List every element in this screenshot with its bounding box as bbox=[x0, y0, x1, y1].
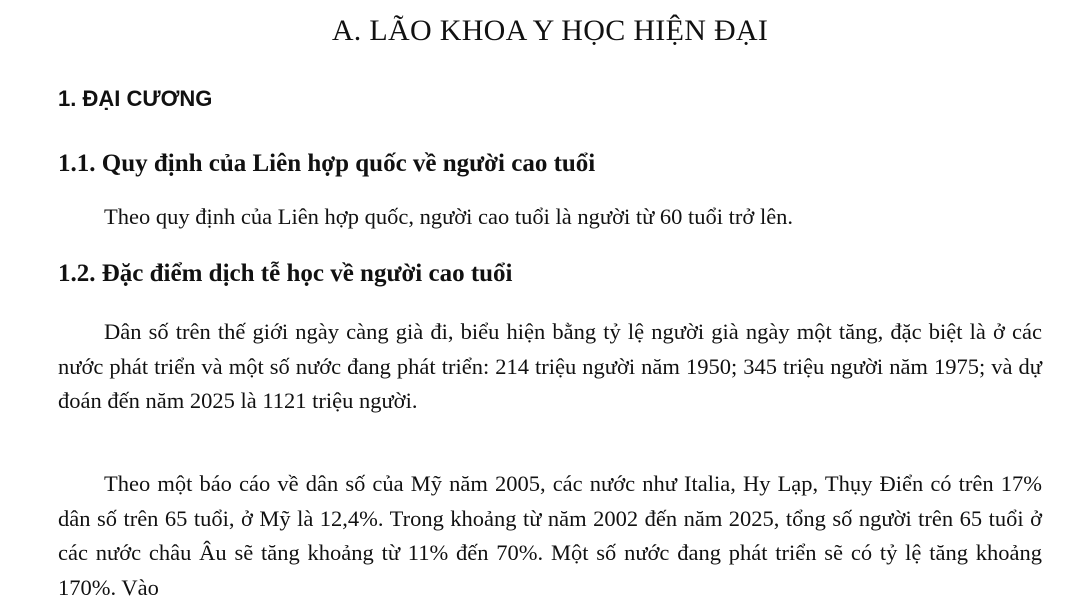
paragraph-un-definition: Theo quy định của Liên hợp quốc, người cao tuổi là người từ 60 tuổi trở lên. bbox=[104, 204, 794, 229]
paragraph-us-report: Theo một báo cáo về dân số của Mỹ năm 2005, các nước như Italia, Hy Lạp, Thụy Điển có trên 17% dân số trên 65 tuổi, ở Mỹ là 12,4%. Trong khoảng từ năm 2002 đến năm 2025, tổng số người trên 65 tuổi ở các nước châu Âu sẽ tăng khoảng từ 11% đến 70%. Một số nước đang phát triển sẽ có tỷ lệ tăng khoảng 170%. Vào bbox=[58, 471, 1042, 600]
chapter-title: A. LÃO KHOA Y HỌC HIỆN ĐẠI bbox=[331, 14, 769, 47]
section-heading: 1. ĐẠI CƯƠNG bbox=[58, 86, 213, 111]
subsection-heading-1-2: 1.2. Đặc điểm dịch tễ học về người cao tuổi bbox=[58, 260, 513, 287]
subsection-heading-1-1: 1.1. Quy định của Liên hợp quốc về người cao tuổi bbox=[58, 150, 596, 177]
paragraph-world-population: Dân số trên thế giới ngày càng già đi, biểu hiện bằng tỷ lệ người già ngày một tăng, đặc biệt là ở các nước phát triển và một số nước đang phát triển: 214 triệu người năm 1950; 345 triệu người năm 1975; và dự đoán đến năm 2025 là 1121 triệu người. bbox=[58, 319, 1042, 413]
